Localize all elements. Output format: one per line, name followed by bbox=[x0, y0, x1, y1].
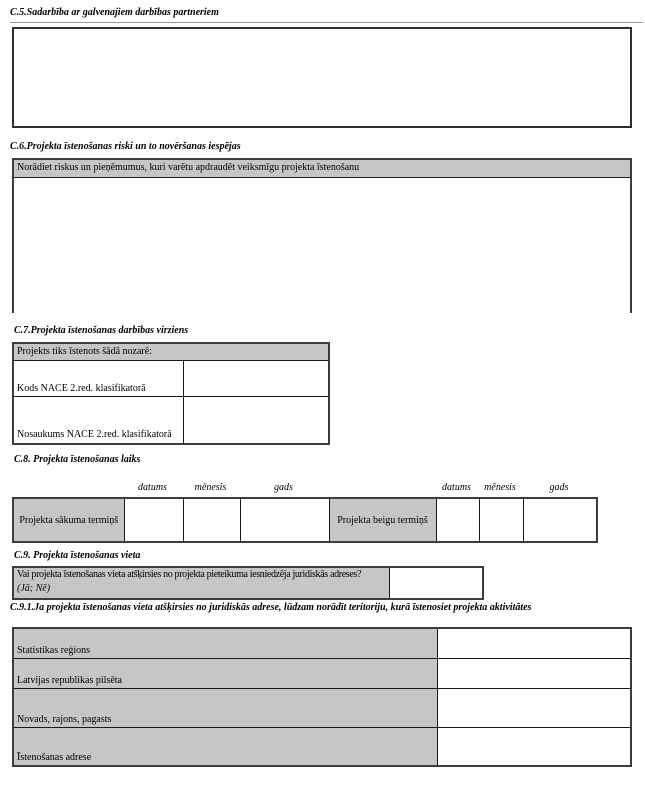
c9-answer-cell[interactable] bbox=[389, 567, 483, 599]
c8-end-menesis-cell[interactable] bbox=[479, 498, 523, 542]
c5-partners-text-area[interactable] bbox=[12, 27, 632, 128]
c91-adrese-value-cell[interactable] bbox=[437, 728, 631, 767]
c8-colhead-gads-start: gads bbox=[274, 482, 293, 493]
c9-question-note: (Jā; Nē) bbox=[17, 583, 51, 594]
c6-box-header: Norādiet riskus un pieņēmumus, kuri varētu apdraudēt veiksmīgu projekta īstenošanu bbox=[14, 160, 630, 178]
c91-novads-value-cell[interactable] bbox=[437, 689, 631, 728]
c91-row-label-novads: Novads, rajons, pagasts bbox=[13, 689, 437, 728]
section-heading-c7: C.7.Projekta īstenošanas darbības virziens bbox=[14, 325, 189, 336]
c7-kods-value-cell[interactable] bbox=[183, 361, 329, 397]
c91-row-label-pilseta: Latvijas republikas pilsēta bbox=[13, 659, 437, 689]
c8-column-headers bbox=[12, 482, 596, 494]
c8-colhead-gads-end: gads bbox=[549, 482, 569, 493]
c8-colhead-datums-end: datums bbox=[442, 482, 471, 493]
c7-row-label-nosaukums: Nosaukums NACE 2.red. klasifikatorā bbox=[13, 397, 183, 445]
c9-question-cell bbox=[13, 567, 389, 599]
c8-colhead-spacer bbox=[328, 482, 435, 494]
c7-table-header: Projekts tiks īstenots šādā nozarē: bbox=[13, 343, 329, 361]
c7-nosaukums-value-cell[interactable] bbox=[183, 397, 329, 445]
section-heading-c91: C.9.1.Ja projekta īstenošanas vieta atšķirsies no juridiskās adrese, lūdzam norādīt teritoriju, kurā īstenosiet projekta aktivitātes bbox=[10, 602, 532, 613]
c8-colhead-menesis-end: mēnesis bbox=[484, 482, 516, 493]
c8-end-datums-cell[interactable] bbox=[436, 498, 479, 542]
c91-pilseta-value-cell[interactable] bbox=[437, 659, 631, 689]
c8-start-menesis-cell[interactable] bbox=[183, 498, 240, 542]
c9-location-table bbox=[12, 566, 484, 600]
section-heading-c8: C.8. Projekta īstenošanas laiks bbox=[14, 454, 141, 465]
section-heading-c6: C.6.Projekta īstenošanas riski un to novēršanas iespējas bbox=[10, 141, 241, 152]
c8-colhead-datums-start: datums bbox=[138, 482, 167, 493]
c8-start-gads-cell[interactable] bbox=[240, 498, 329, 542]
c8-start-datums-cell[interactable] bbox=[124, 498, 183, 542]
c8-colhead-spacer bbox=[12, 482, 123, 494]
c91-regions-value-cell[interactable] bbox=[437, 628, 631, 659]
c8-dates-table bbox=[12, 497, 598, 543]
c9-question-text: Vai projekta īstenošanas vieta atšķirsies no projekta pieteikuma iesniedzēja juridiskās adreses? bbox=[17, 569, 362, 580]
c91-territory-table bbox=[12, 627, 632, 767]
c8-colhead-menesis-start: mēnesis bbox=[194, 482, 227, 493]
c7-nace-table bbox=[12, 342, 330, 445]
section-heading-c9: C.9. Projekta īstenošanas vieta bbox=[14, 550, 141, 561]
c8-end-gads-cell[interactable] bbox=[523, 498, 597, 542]
c6-risks-text-area[interactable] bbox=[14, 178, 630, 314]
c91-row-label-adrese: Īstenošanas adrese bbox=[13, 728, 437, 767]
section-heading-c5: C.5.Sadarbība ar galvenajiem darbības partneriem bbox=[10, 6, 643, 23]
c6-risks-box bbox=[12, 158, 632, 313]
c8-start-label: Projekta sākuma termiņš bbox=[13, 498, 124, 542]
c7-row-label-kods: Kods NACE 2.red. klasifikatorā bbox=[13, 361, 183, 397]
c91-row-label-regions: Statistikas reģions bbox=[13, 628, 437, 659]
c8-end-label: Projekta beigu termiņš bbox=[329, 498, 436, 542]
